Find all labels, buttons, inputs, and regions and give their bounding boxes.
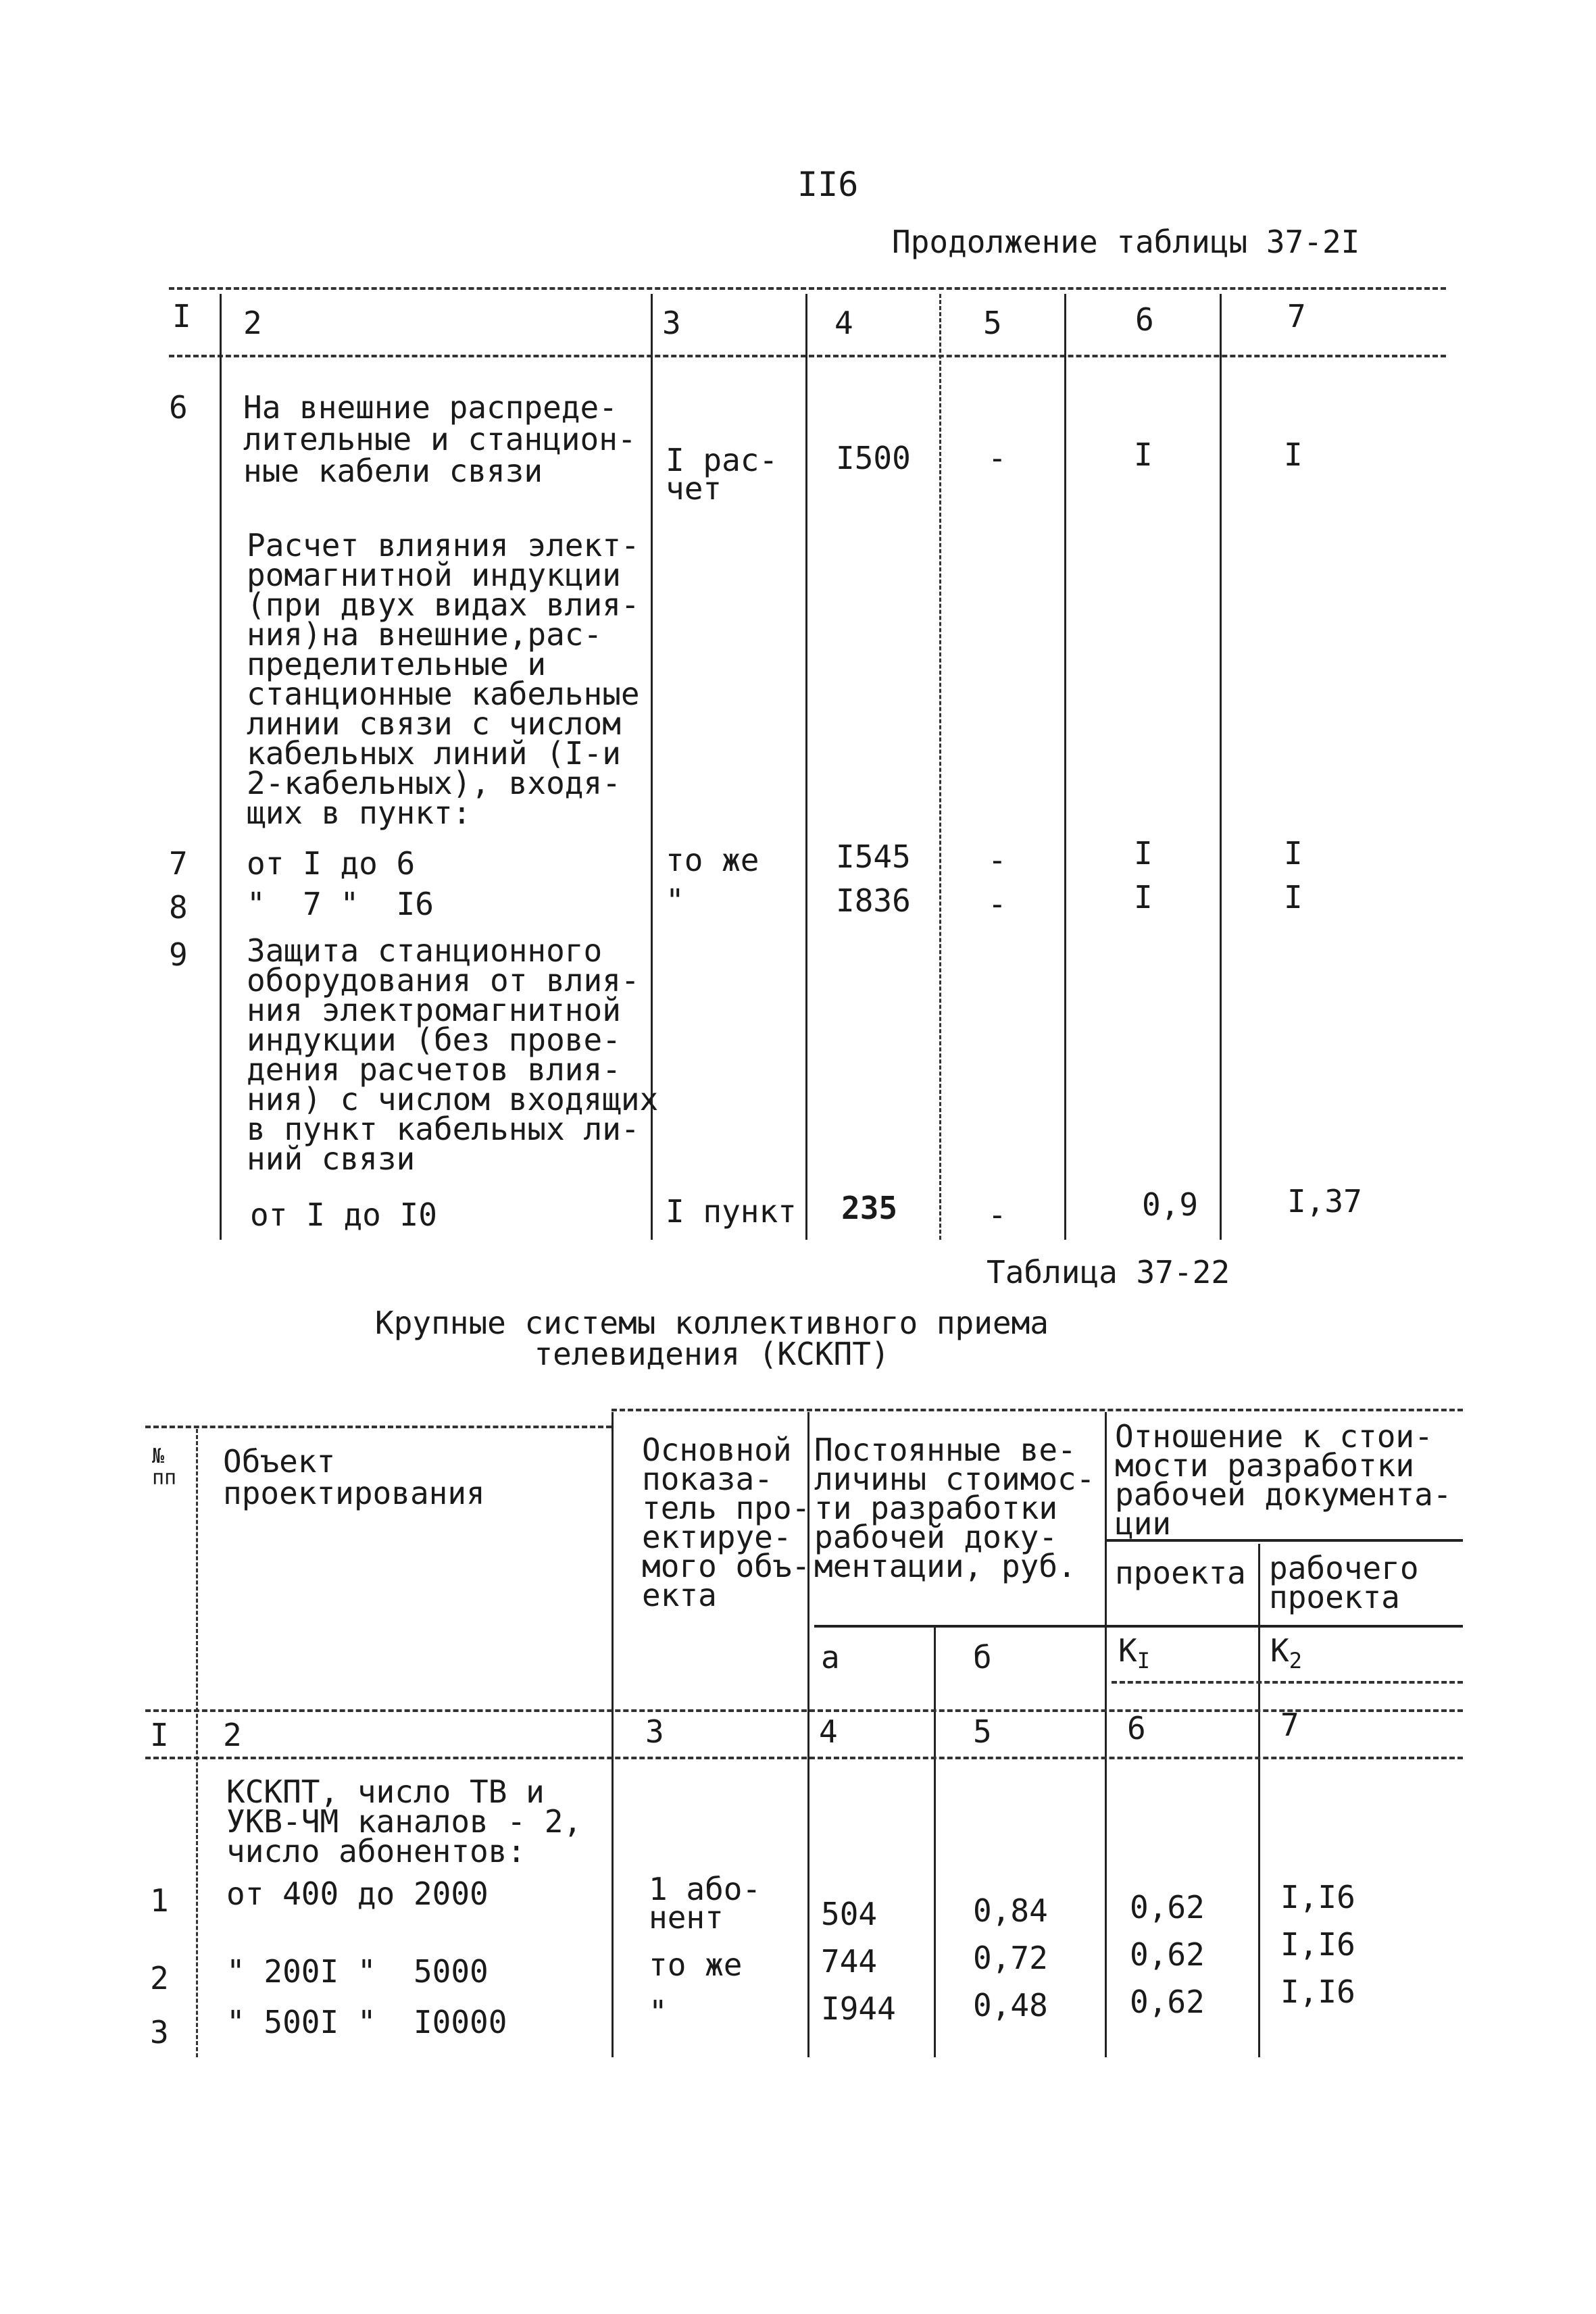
row-9-name: Защита станционного оборудования от влия- ния электромагнитной индукции (без прове- дения расчетов влия- ния) с числом входящих в пункт кабельных ли- ний связи <box>247 932 659 1177</box>
row-9-sub-value-b: - <box>988 1197 1007 1233</box>
table-row-1-value-a: 504 <box>821 1896 878 1932</box>
table-row-2-value-b: 0,72 <box>973 1940 1048 1976</box>
row-7-value-a: I545 <box>836 838 911 875</box>
table-row-3-name: " 500I " I0000 <box>226 2004 507 2040</box>
table-row-3-number: 3 <box>150 2014 169 2051</box>
col-divider-5 <box>1105 1412 1107 2057</box>
row-7-value-b: - <box>988 842 1007 878</box>
row-8-unit: " <box>666 882 684 919</box>
col-divider-3 <box>805 294 807 1240</box>
col-divider-1 <box>220 294 222 1240</box>
header-indicator: Основной показа- тель про- ектируе- мого объ- екта <box>642 1432 811 1613</box>
row-8-value-b: - <box>988 886 1007 922</box>
header-project: проекта <box>1115 1555 1246 1591</box>
col-divider-6 <box>1220 294 1222 1240</box>
group-description: КСКПТ, число ТВ и УКВ-ЧМ каналов - 2, число абонентов: <box>226 1774 582 1869</box>
colnum-4: 4 <box>819 1713 838 1750</box>
header-object: Объект проектирования <box>223 1443 485 1511</box>
header-col-k2 <box>1270 1632 1302 1677</box>
row-6-k1: I <box>1134 436 1153 473</box>
col-divider-4 <box>934 1625 936 2057</box>
colnum-5: 5 <box>973 1713 992 1750</box>
colnum-bottom-line <box>145 1757 1463 1759</box>
colnum-2: 2 <box>223 1717 242 1753</box>
col-divider-4 <box>939 294 941 1240</box>
group-description: Расчет влияния элект- ромагнитной индукции (при двух видах влия- ния)на внешние,рас- пределительные и станционные кабельные линии связи с числом кабельных линий (I-и 2-кабельных), входя- щих в пункт: <box>247 527 640 831</box>
colnum-7: 7 <box>1280 1707 1299 1743</box>
header-col-4: 4 <box>834 305 853 341</box>
page-number: II6 <box>797 165 859 204</box>
row-6-unit: I рас- чет <box>666 442 778 507</box>
colnum-6: 6 <box>1127 1710 1146 1746</box>
table-row-2-value-a: 744 <box>821 1943 878 1980</box>
header-col-1: I <box>172 298 191 334</box>
table-caption: Продолжение таблицы 37-2I <box>892 224 1360 260</box>
header-top-line <box>169 287 1446 290</box>
table-row-1-unit: 1 або- нент <box>649 1871 762 1936</box>
header-top-line-right <box>612 1409 1463 1411</box>
row-8-value-a: I836 <box>836 882 911 919</box>
row-8-number: 8 <box>169 889 188 926</box>
table-row-3-k2: I,I6 <box>1280 1973 1355 2010</box>
table-row-2-k1: 0,62 <box>1130 1936 1205 1973</box>
header-col-2: 2 <box>243 305 262 341</box>
table-row-1-name: от 400 до 2000 <box>226 1876 489 1912</box>
row-8-name: " 7 " I6 <box>247 886 434 922</box>
table-caption: Таблица 37-22 <box>987 1254 1230 1290</box>
table-row-2-k2: I,I6 <box>1280 1926 1355 1963</box>
header-col-3: 3 <box>662 305 681 341</box>
row-6-name: На внешние распреде- лительные и станцион- ные кабели связи <box>243 389 637 489</box>
header-constants: Постоянные ве- личины стоимос- ти разработки рабочей доку- ментации, руб. <box>814 1432 1095 1584</box>
table-row-3-value-a: I944 <box>821 1990 896 2027</box>
table-row-1-number: 1 <box>150 1882 169 1919</box>
header-col-6: 6 <box>1135 301 1154 338</box>
header-col-a: а <box>821 1639 840 1676</box>
col-divider-2 <box>612 1412 614 2057</box>
header-number: № пп <box>152 1444 177 1490</box>
k2-subscript: 2 <box>1289 1648 1302 1674</box>
header-col-k1 <box>1118 1632 1150 1677</box>
table-row-2-unit: то же <box>649 1946 743 1983</box>
row-6-value-a: I500 <box>836 440 911 476</box>
header-bottom-line <box>169 355 1446 357</box>
col-divider-1 <box>196 1429 198 2057</box>
colnum-3: 3 <box>645 1713 664 1750</box>
row-7-number: 7 <box>169 845 188 882</box>
table-row-1-k1: 0,62 <box>1130 1889 1205 1926</box>
row-9-sub-name: от I до I0 <box>250 1197 437 1233</box>
row-6-value-b: - <box>988 440 1007 476</box>
k1-subscript: I <box>1137 1648 1150 1674</box>
header-top-line-left <box>145 1426 612 1428</box>
header-col-7: 7 <box>1287 298 1306 334</box>
header-ratio: Отношение к стои- мости разработки рабочей документа- ции <box>1115 1418 1452 1542</box>
table-row-3-k1: 0,62 <box>1130 1984 1205 2020</box>
k1-letter: К <box>1118 1632 1137 1669</box>
table-row-2-number: 2 <box>150 1960 169 1996</box>
header-col-b: б <box>973 1639 992 1676</box>
row-9-sub-value-a: 235 <box>841 1190 898 1226</box>
header-working-project: рабочего проекта <box>1269 1550 1419 1615</box>
table-row-3-unit: " <box>649 1994 668 2030</box>
row-9-sub-k2: I,37 <box>1287 1183 1362 1219</box>
row-7-unit: то же <box>666 842 759 878</box>
row-9-sub-unit: I пункт <box>666 1193 797 1230</box>
row-7-k1: I <box>1134 835 1153 872</box>
row-9-number: 9 <box>169 936 188 973</box>
col-divider-6 <box>1258 1544 1260 2057</box>
table-row-1-value-b: 0,84 <box>973 1892 1048 1929</box>
k-subheader-line <box>1112 1681 1463 1684</box>
row-8-k1: I <box>1134 879 1153 915</box>
row-8-k2: I <box>1284 879 1303 915</box>
colnum-top-line <box>145 1709 1463 1712</box>
col-divider-5 <box>1064 294 1066 1240</box>
table-row-3-value-b: 0,48 <box>973 1987 1048 2023</box>
row-9-sub-k1: 0,9 <box>1142 1186 1199 1223</box>
k2-letter: К <box>1270 1632 1289 1669</box>
table-title: Крупные системы коллективного приема телевидения (КСКПТ) <box>375 1305 1049 1372</box>
row-6-k2: I <box>1284 436 1303 473</box>
row-7-name: от I до 6 <box>247 845 416 882</box>
row-6-number: 6 <box>169 389 188 426</box>
table-row-1-k2: I,I6 <box>1280 1879 1355 1915</box>
colnum-1: I <box>150 1717 169 1753</box>
row-7-k2: I <box>1284 835 1303 872</box>
header-col-5: 5 <box>983 305 1002 341</box>
ab-subheader-line <box>814 1625 1463 1628</box>
table-row-2-name: " 200I " 5000 <box>226 1953 489 1990</box>
